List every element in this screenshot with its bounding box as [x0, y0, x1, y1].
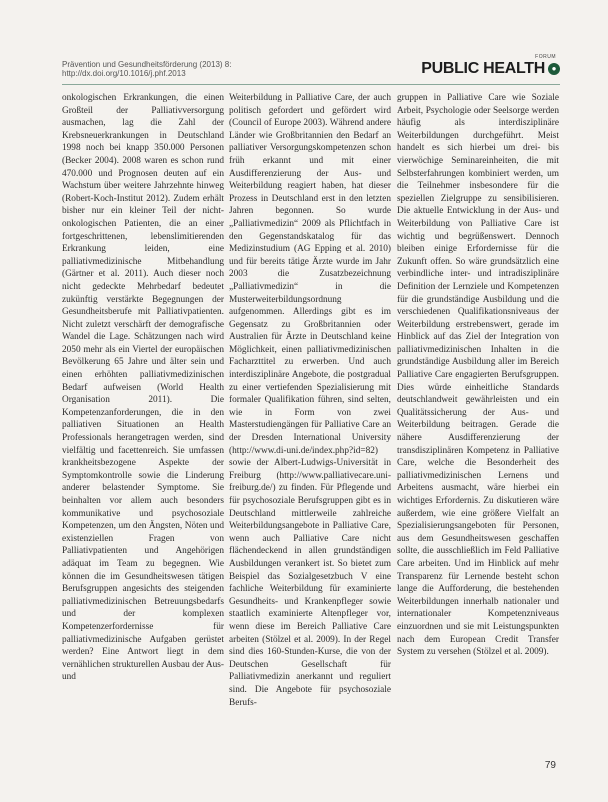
column-3-text: gruppen in Palliative Care wie Soziale Arbeit, Psychologie oder Seelsorge werden häufig als interdisziplinäre Weiterbildungen durchgeführt. Meist handelt es sich hierbei um drei- bis vierwöchige Seminareinheiten, die mit Selbsterfahrungen kombiniert werden, um die Teilnehmer insbesondere für die speziellen Zielgruppe zu sensibilisieren. Die aktuelle Entwicklung in der Aus- und Weiterbildung von Palliative Care ist wichtig und begrüßenswert. Dennoch bleiben einige Erfordernisse für die Zukunft offen. So wäre grundsätzlich eine verbindliche inter- und intradisziplinäre Definition der Lernziele und Kompetenzen für die grundständige Ausbildung und die verschiedenen Qualifikationsniveaus der Weiterbildung erstrebenswert, gerade im Hinblick auf das Ziel der Integration von palliativmedizinischen Inhalten in die grundständige Ausbildung aller im Bereich Palliative Care engagierten Berufsgruppen. Dies würde einheitliche Standards deutschlandweit gewährleisten und ein Qualitätssicherung der Aus- und Weiterbildung beitragen. Gerade die nähere Ausdifferenzierung der transdisziplinären Kompetenz in Palliative Care, welche die Besonderheit des palliativmedizinischen Lernens und Arbeitens ausmacht, wäre hierbei ein wichtiges Erfordernis. Zu diskutieren wäre außerdem, wie eine größere Vielfalt an Spezialisierungsangeboten für Personen, aus dem Gesundheitswesen geschaffen sollte, die ausschließlich im Feld Palliative Care arbeiten. Und im Hinblick auf mehr Transparenz für Lernende besteht schon lange die Aufforderung, die bestehenden Weiterbildungen innerhalb nationaler und internationaler Kompetenzniveaus einzuordnen und sie mit Leistungspunkten nach dem European Credit Transfer System zu versehen (Stölzel et al. 2009).: [397, 93, 559, 658]
text-column-1: [62, 92, 224, 684]
text-column-2: [229, 92, 391, 709]
column-2-text: Weiterbildung in Palliative Care, der auch politisch gefordert und gefördert wird (Council of Europe 2003). Während andere Länder wie Großbritannien den Bedarf an palliativer Versorgungskompetenzen schon früh erkannt und mit einer Ausdifferenzierung der Aus- und Weiterbildung reagiert haben, hat dieser Prozess in Deutschland erst in den letzten Jahren begonnen. So wurde „Palliativmedizin“ 2009 als Pflichtfach in den Gegenstandskatalog für das Medizinstudium (AG Epping et al. 2010) und für bereits tätige Ärzte wurde im Jahr 2003 die Zusatzbezeichnung „Palliativmedizin“ in die Musterweiterbildungsordnung aufgenommen. Allerdings gibt es im Gegensatz zu Großbritannien oder Australien für Ärzte in Deutschland keine Möglichkeit, einen palliativmedizinischen Facharzttitel zu erwerben. Und auch interdisziplinäre Angebote, die postgradual zu einer vertiefenden Spezialisierung mit formaler Qualifikation führen, sind selten, wie in Form von zwei Masterstudiengängen für Palliative Care an der Dresden International University (http://www.di-uni.de/index.php?id=82) sowie der Albert-Ludwigs-Universität in Freiburg (http://www.palliativecare.uni-freiburg.de/) zu finden. Für Pflegende und für psychosoziale Berufsgruppen gibt es in Deutschland mittlerweile zahlreiche Weiterbildungsangebote in Palliative Care, wenn auch Palliative Care nicht flächendeckend in allen grundständigen Ausbildungen verankert ist. So bietet zum Beispiel das Sozialgesetzbuch V eine fachliche Weiterbildung für examinierte Gesundheits- und Krankenpfleger sowie staatlich examinierte Altenpfleger vor, wenn diese im Bereich Palliative Care arbeiten (Stölzel et al. 2009). In der Regel sind dies 160-Stunden-Kurse, die von der Deutschen Gesellschaft für Palliativmedizin anerkannt und reguliert sind. Die Angebote für psychosoziale Berufs-: [229, 93, 391, 708]
brand-small-label: FORUM: [535, 54, 556, 60]
journal-reference: Prävention und Gesundheitsförderung (2013) 8:: [62, 60, 232, 69]
page-number: 79: [544, 760, 556, 771]
journal-header: [62, 60, 231, 78]
journal-brand: [421, 54, 560, 78]
journal-url: http://dx.doi.org/10.1016/j.phf.2013: [62, 69, 186, 78]
brand-title: PUBLIC HEALTH: [421, 60, 545, 77]
text-column-3: [397, 92, 559, 659]
brand-logo-icon: ●: [548, 63, 560, 75]
column-1-text: onkologischen Erkrankungen, die einen Großteil der Palliativversorgung ausmachen, lag die Zahl der Krebsneuerkrankungen in Deutschland 1998 noch bei knapp 350.000 Personen (Becker 2004). 2008 waren es schon rund 470.000 und Prognosen deuten auf ein Wachstum über weitere Jahrzehnte hinweg (Robert-Koch-Institut 2012). Zudem erhält bisher nur ein kleiner Teil der nicht-onkologischen Patienten, die an einer fortgeschrittenen, lebenslimitierenden Erkrankung leiden, eine palliativmedizinische Mitbehandlung (Gärtner et al. 2011). Auch dieser noch nicht gedeckte Mehrbedarf bedeutet zukünftig verstärkte Begegnungen der Gesundheitsberufe mit Palliativpatienten. Nicht zuletzt verschärft der demografische Wandel die Lage. Schätzungen nach wird 2050 mehr als ein Viertel der europäischen Bevölkerung 65 Jahre und älter sein und einen erhöhten palliativmedizinischen Bedarf aufweisen (World Health Organisation 2011). Die Kompetenzanforderungen, die in den palliativen Situationen an Health Professionals herangetragen werden, sind vielfältig und facettenreich. Sie umfassen krankheitsbezogene Aspekte der Symptomkontrolle sowie die Linderung anderer belastender Symptome. Sie beinhalten vor allem auch besonders kommunikative und psychosoziale Kompetenzen, um den Ängsten, Nöten und existenziellen Fragen von Palliativpatienten und Angehörigen adäquat im Team zu begegnen. Wie können die im Gesundheitswesen tätigen Berufsgruppen angesichts des steigenden palliativmedizinischen Betreuungsbedarfs und der komplexen Kompetenzerfordernisse für palliativmedizinische Aufgaben gerüstet werden? Eine Antwort liegt in dem vernählichen strukturellen Ausbau der Aus- und: [62, 93, 224, 683]
header-divider: [62, 84, 560, 85]
